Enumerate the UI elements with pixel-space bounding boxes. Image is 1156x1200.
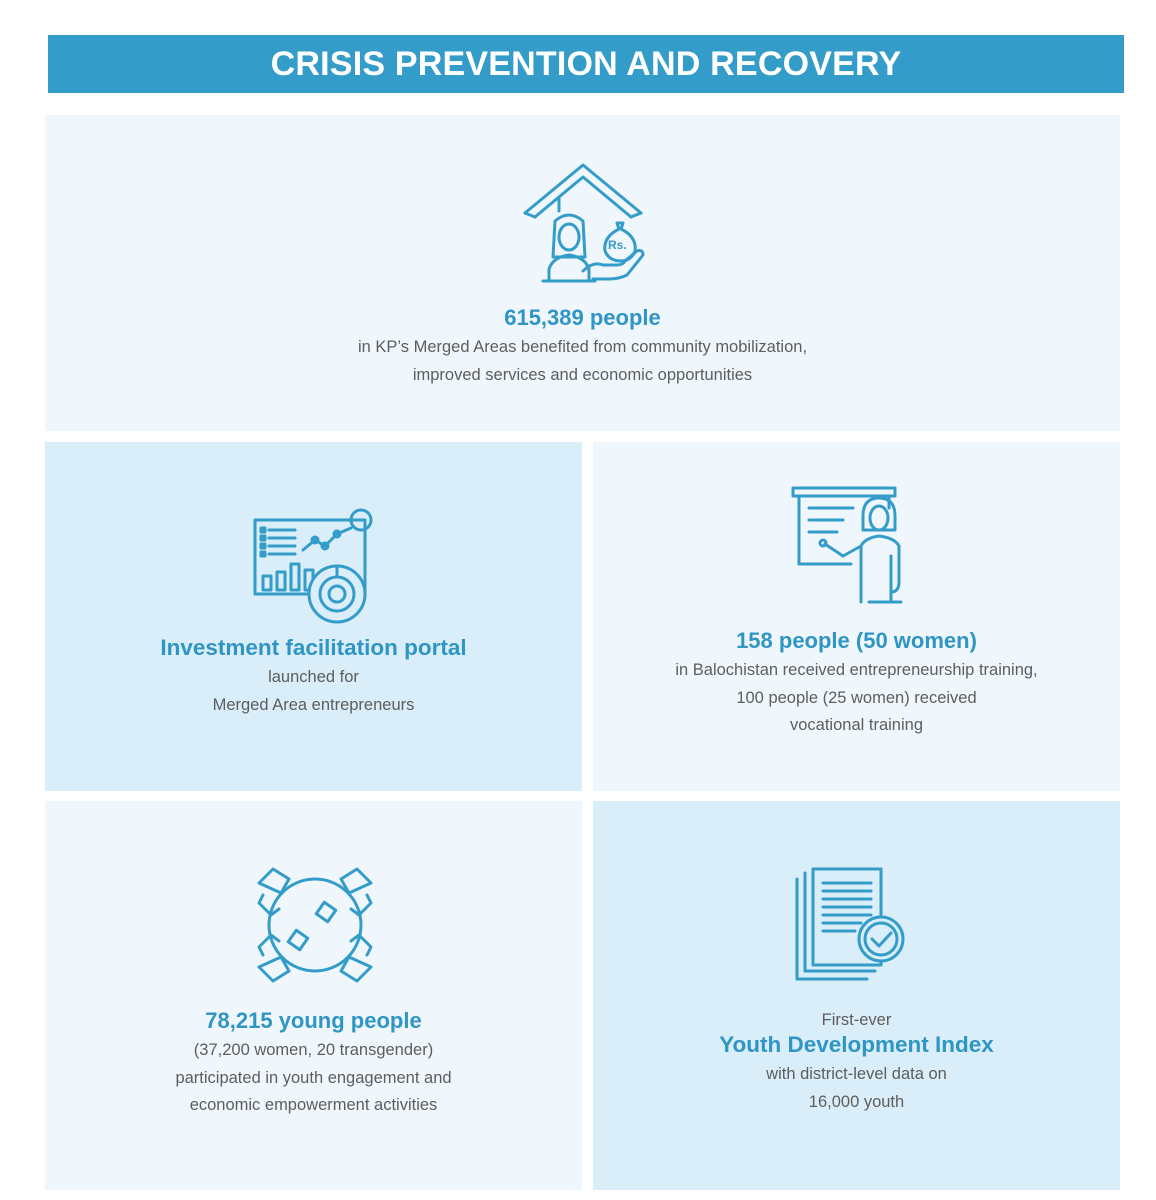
stat-index: Youth Development Index	[719, 1032, 994, 1057]
desc-youth	[45, 1037, 582, 1120]
desc-line: in KP’s Merged Areas benefited from community mobilization,	[357, 338, 808, 356]
desc-line: economic empowerment activities	[189, 1096, 438, 1114]
panel-merged-areas	[45, 115, 1120, 431]
desc-line: participated in youth engagement and	[175, 1068, 452, 1087]
panel-investment	[45, 442, 582, 791]
desc-line: (37,200 women, 20 transgender)	[193, 1041, 434, 1059]
handshake-circle-icon	[253, 865, 377, 985]
stat-merged-areas: 615,389 people	[504, 305, 661, 330]
house-woman-money-icon	[521, 161, 645, 283]
desc-line: vocational training	[790, 716, 923, 734]
panel-youth	[45, 801, 582, 1190]
desc-line: improved services and economic opportunities	[412, 365, 753, 384]
panel-index	[593, 801, 1120, 1190]
desc-line: launched for	[268, 668, 359, 686]
teacher-board-icon	[791, 486, 913, 606]
desc-line: 16,000 youth	[808, 1092, 905, 1111]
stat-youth: 78,215 young people	[205, 1008, 422, 1033]
dashboard-chart-icon	[251, 506, 377, 628]
title-banner	[48, 35, 1124, 93]
panel-balochistan	[593, 442, 1120, 791]
desc-line: in Balochistan received entrepreneurship training,	[675, 661, 1038, 679]
desc-line: 100 people (25 women) received	[736, 688, 977, 707]
desc-investment	[45, 664, 582, 719]
page-title: CRISIS PREVENTION AND RECOVERY	[270, 44, 902, 83]
document-check-icon	[795, 867, 907, 983]
pre-index	[593, 1007, 1120, 1035]
desc-balochistan	[593, 657, 1120, 740]
stat-balochistan: 158 people (50 women)	[736, 628, 977, 653]
desc-line: Merged Area entrepreneurs	[212, 695, 415, 714]
desc-line: with district-level data on	[766, 1065, 947, 1083]
pre-line: First-ever	[821, 1011, 892, 1029]
svg-text:Rs.: Rs.	[608, 238, 627, 252]
desc-index	[593, 1061, 1120, 1116]
desc-merged-areas	[45, 334, 1120, 389]
stat-investment: Investment facilitation portal	[160, 635, 467, 660]
